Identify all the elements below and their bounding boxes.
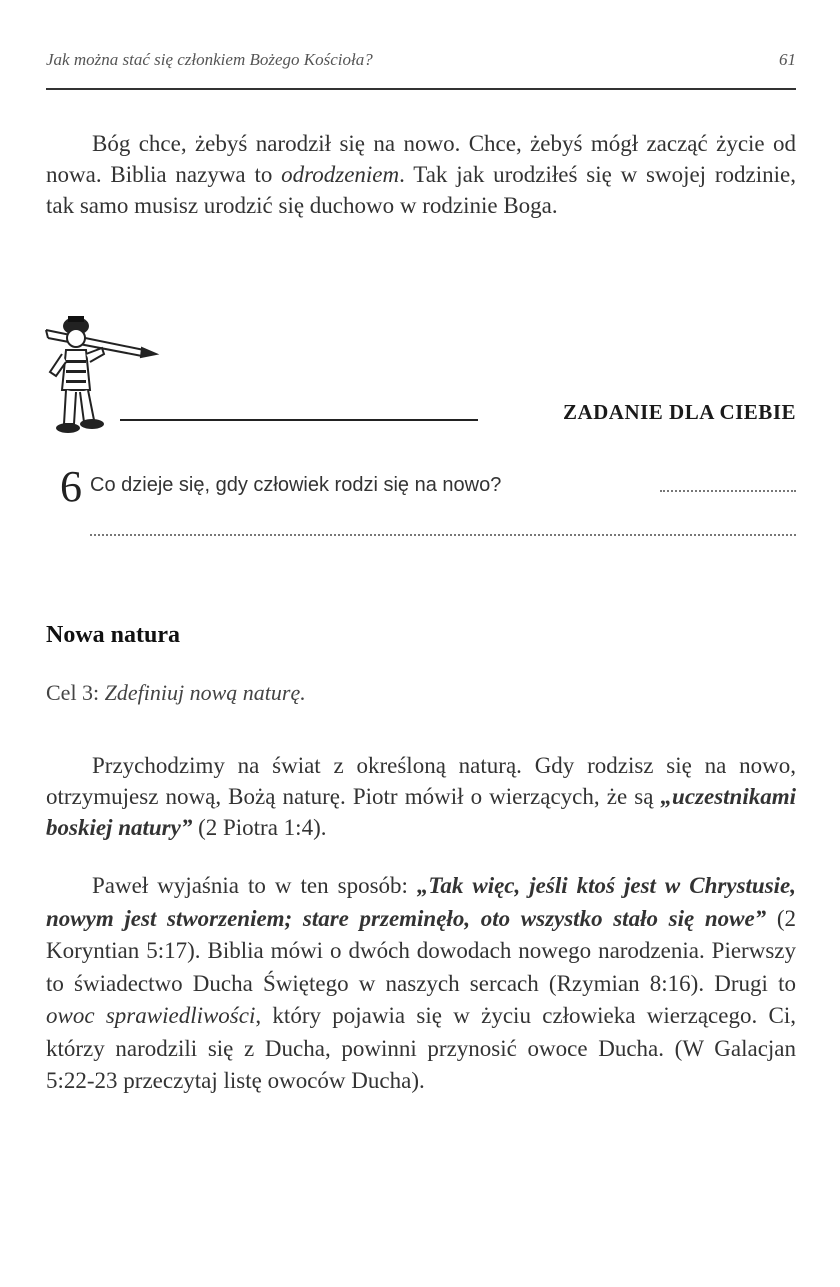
paragraph-2 — [46, 870, 796, 1098]
answer-line-1[interactable] — [660, 490, 796, 492]
running-head-title: Jak można stać się członkiem Bożego Kościoła? — [46, 50, 373, 69]
question-number: 6 — [60, 462, 82, 511]
paragraph-1-quote: „uczestnikami boskiej natury” — [46, 784, 796, 840]
header-rule — [46, 88, 796, 90]
paragraph-2-text-mid: (2 Koryntian 5:17). Biblia mówi o dwóch dowodach nowego narodzenia. Pierwszy to świadectwo Ducha Świętego w naszych sercach (Rzymian 8:16). Drugi to — [46, 905, 796, 996]
goal-label: Cel 3: — [46, 680, 100, 705]
section-title: Nowa natura — [46, 622, 181, 648]
paragraph-2-quote: „Tak więc, jeśli ktoś jest w Chrystusie, nowym jest stworzeniem; stare przeminęło, oto wszystko stało się nowe” — [46, 873, 796, 931]
page-number: 61 — [779, 50, 796, 69]
intro-emphasis: odrodzeniem — [281, 162, 400, 187]
paragraph-2-text-end: , który pojawia się w życiu człowieka wierzącego. Ci, którzy narodzili się z Ducha, powinni przynosić owoce Ducha. (W Galacjan 5:22-23 przeczytaj listę owoców Ducha). — [46, 1003, 797, 1093]
intro-text: Bóg chce, żebyś narodził się na nowo. Chce, żebyś mógł zacząć życie od nowa. Biblia nazywa to — [46, 131, 796, 187]
paragraph-1-text: Przychodzimy na świat z określoną naturą. Gdy rodzisz się na nowo, otrzymujesz nową, Bożą naturę. Piotr mówił o wierzących, że są — [46, 753, 796, 809]
goal-text: Zdefiniuj nową naturę. — [104, 680, 306, 705]
student-with-pencil-icon — [40, 312, 160, 442]
paragraph-2-text: Paweł wyjaśnia to w ten sposób: — [92, 873, 417, 898]
answer-line-2[interactable] — [90, 534, 796, 536]
running-head — [46, 50, 796, 70]
paragraph-1-ref: (2 Piotra 1:4). — [192, 815, 327, 840]
paragraph-1 — [46, 750, 796, 843]
task-rule — [120, 419, 478, 421]
question-text: Co dzieje się, gdy człowiek rodzi się na nowo? — [90, 474, 502, 496]
task-heading: ZADANIE DLA CIEBIE — [562, 400, 796, 424]
intro-paragraph — [46, 128, 796, 221]
section-goal — [46, 680, 306, 706]
intro-text-end: . Tak jak urodziłeś się w swojej rodzinie, tak samo musisz urodzić się duchowo w rodzinie Boga. — [46, 162, 796, 218]
paragraph-2-emphasis: owoc sprawiedliwości — [46, 1003, 256, 1028]
